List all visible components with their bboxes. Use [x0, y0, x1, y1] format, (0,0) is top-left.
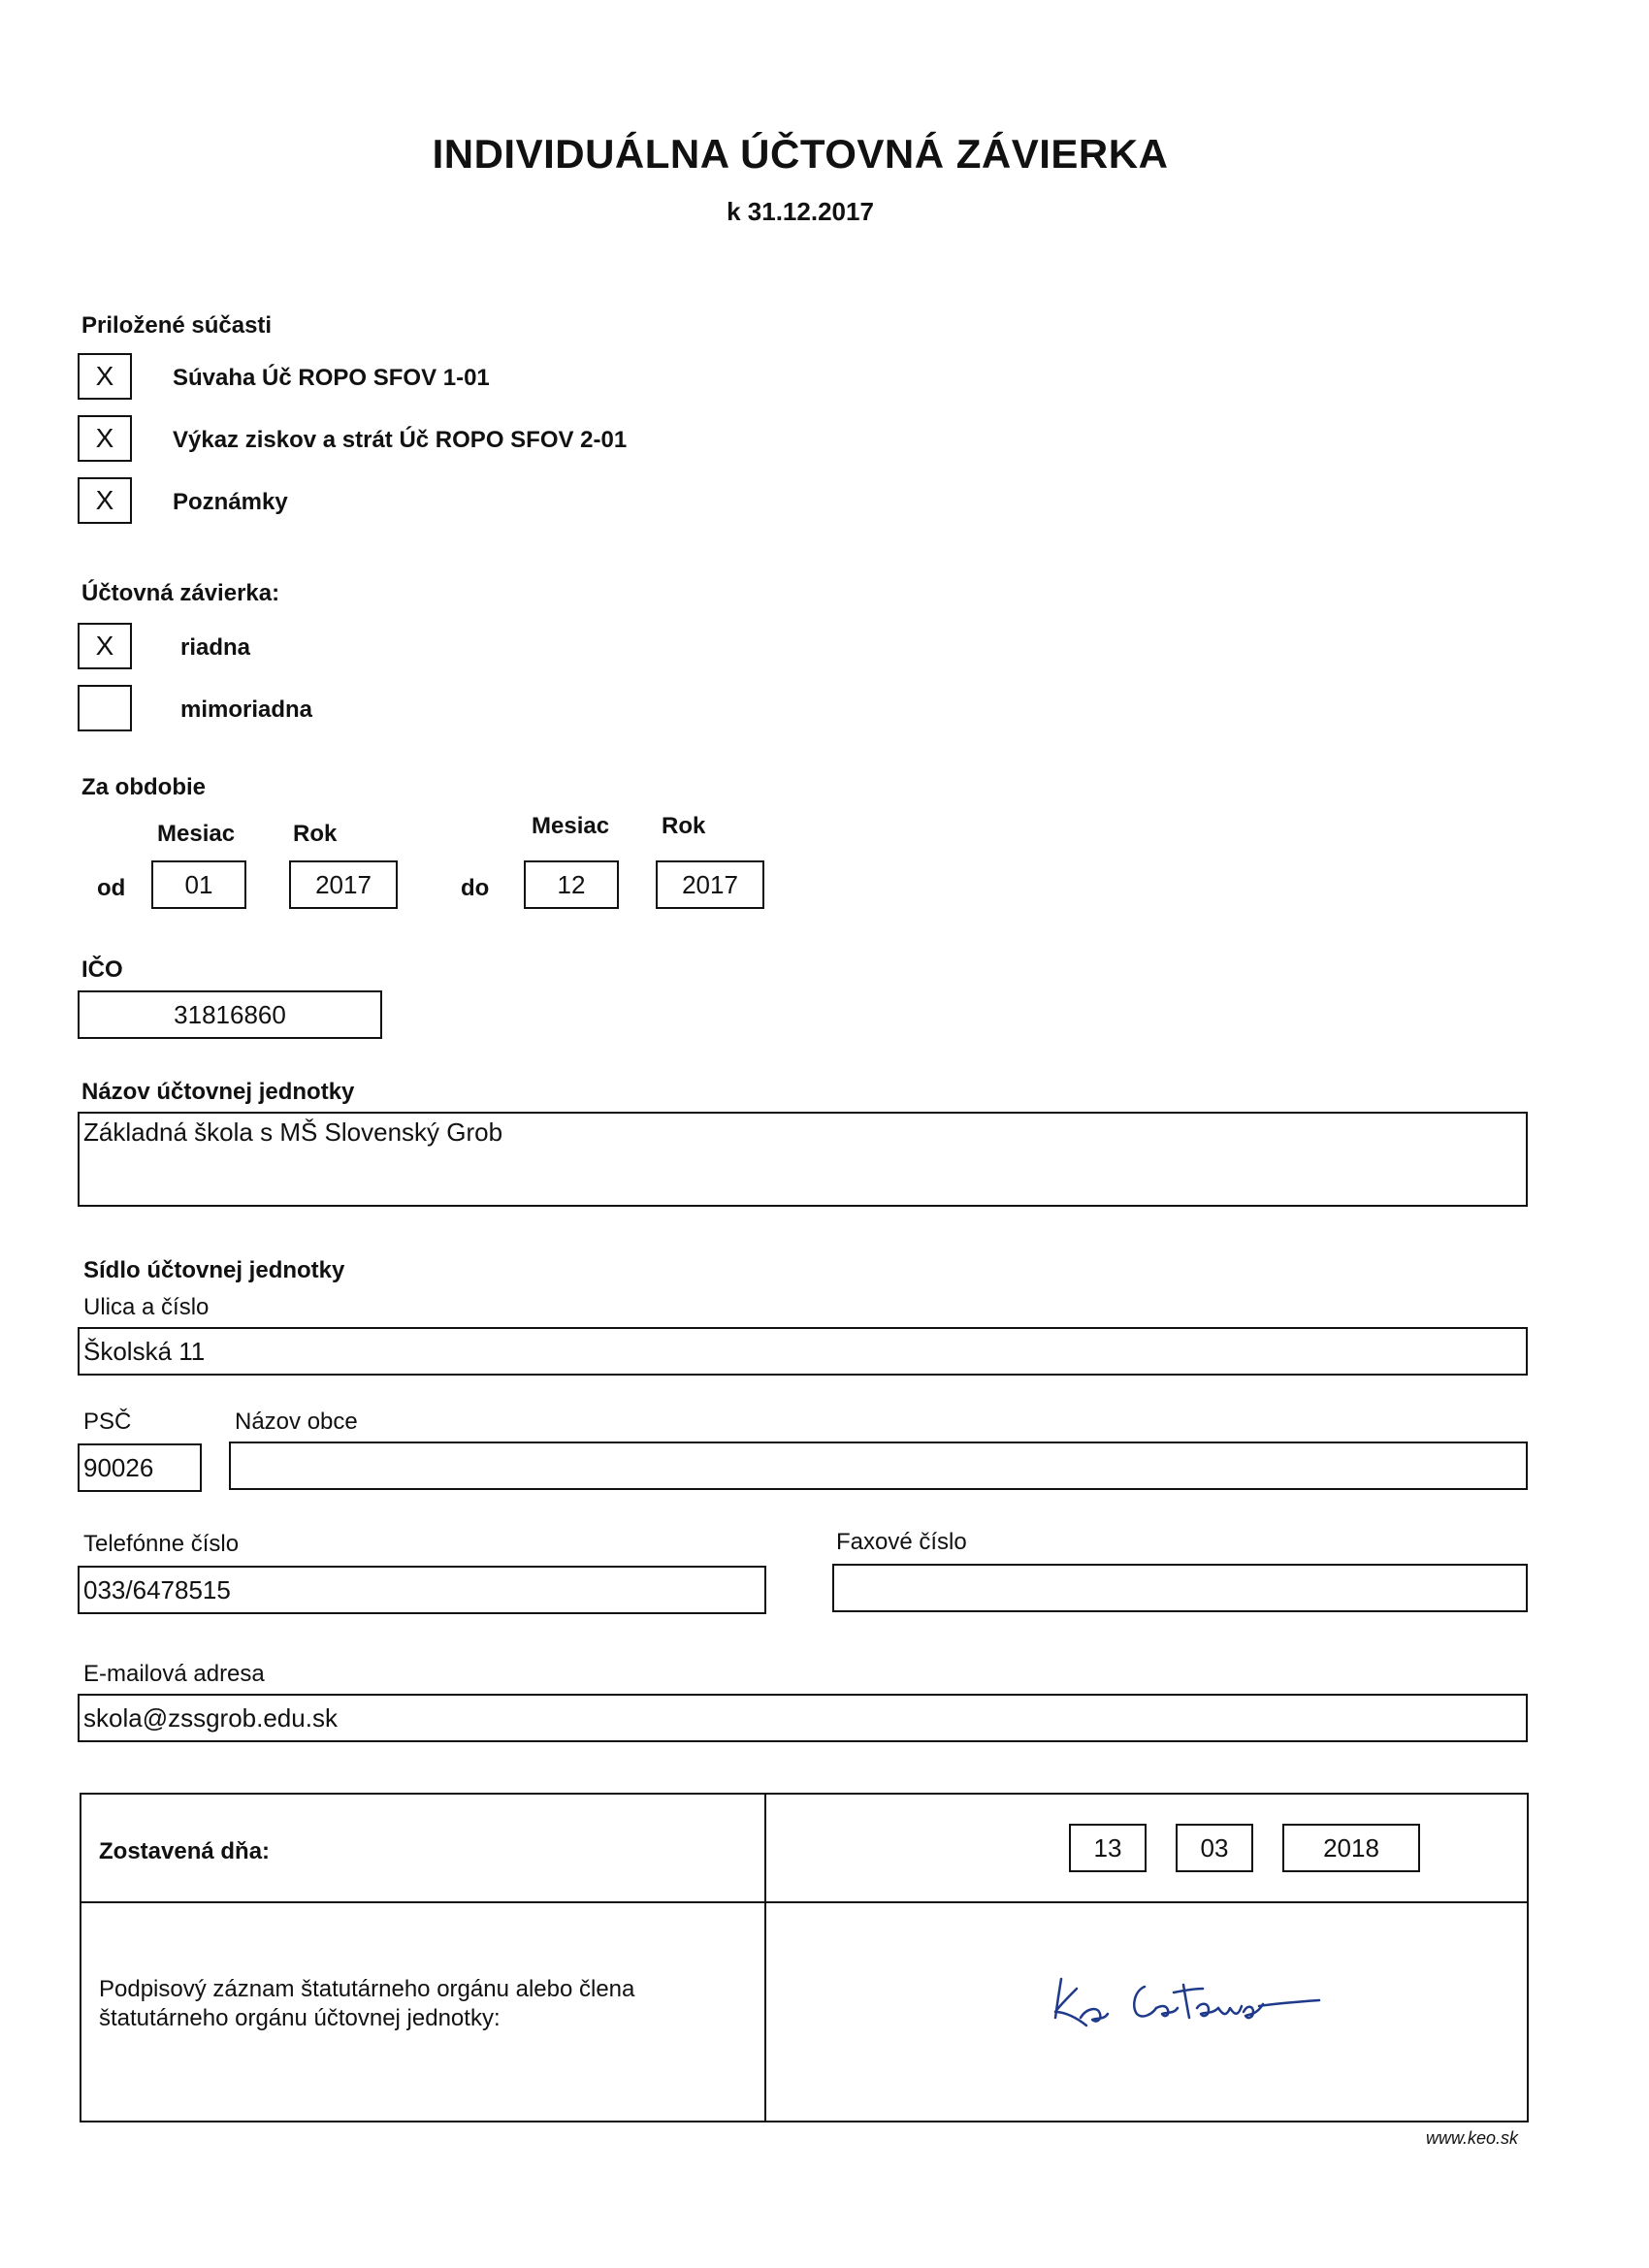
period-to-month-input[interactable]: 12: [524, 860, 619, 909]
compiled-day-input[interactable]: 13: [1069, 1824, 1147, 1872]
compiled-year-input[interactable]: 2018: [1282, 1824, 1420, 1872]
phone-input[interactable]: 033/6478515: [78, 1566, 766, 1614]
fax-label: Faxové číslo: [836, 1529, 967, 1555]
statement-checkbox-extraordinary[interactable]: [78, 685, 132, 731]
period-from-year-label: Rok: [293, 821, 338, 847]
statement-checkbox-regular[interactable]: X: [78, 623, 132, 669]
period-to-year-label: Rok: [662, 813, 706, 839]
attachment-checkbox-income[interactable]: X: [78, 415, 132, 462]
period-from-year-input[interactable]: 2017: [289, 860, 398, 909]
city-input[interactable]: [229, 1442, 1528, 1490]
email-input[interactable]: skola@zssgrob.edu.sk: [78, 1694, 1528, 1742]
psc-input[interactable]: 90026: [78, 1443, 202, 1492]
street-label: Ulica a číslo: [83, 1294, 210, 1320]
compiled-month-input[interactable]: 03: [1176, 1824, 1253, 1872]
period-to-year-input[interactable]: 2017: [656, 860, 764, 909]
signature-table-divider: [764, 1793, 766, 2122]
period-to-month-label: Mesiac: [532, 813, 610, 839]
footer-url[interactable]: www.keo.sk: [1426, 2128, 1519, 2148]
attachment-label-income: Výkaz ziskov a strát Úč ROPO SFOV 2-01: [173, 427, 628, 453]
city-label: Názov obce: [235, 1409, 358, 1435]
period-from-month-input[interactable]: 01: [151, 860, 246, 909]
page-subtitle: k 31.12.2017: [727, 197, 874, 226]
statement-label-regular: riadna: [180, 634, 251, 661]
email-label: E-mailová adresa: [83, 1661, 265, 1687]
attachments-heading: Priložené súčasti: [81, 312, 273, 339]
psc-label: PSČ: [83, 1409, 132, 1435]
ico-input[interactable]: 31816860: [78, 990, 382, 1039]
page-title: INDIVIDUÁLNA ÚČTOVNÁ ZÁVIERKA: [432, 131, 1169, 177]
statement-label-extraordinary: mimoriadna: [180, 697, 313, 723]
period-from-month-label: Mesiac: [157, 821, 236, 847]
handwritten-signature: [1038, 1950, 1329, 2057]
compiled-label: Zostavená dňa:: [99, 1838, 271, 1864]
attachment-checkbox-notes[interactable]: X: [78, 477, 132, 524]
period-to-label: do: [461, 875, 490, 901]
address-heading: Sídlo účtovnej jednotky: [83, 1257, 345, 1283]
signature-table-row-divider: [80, 1901, 1529, 1903]
phone-label: Telefónne číslo: [83, 1531, 240, 1557]
attachment-label-notes: Poznámky: [173, 489, 288, 515]
statement-type-heading: Účtovná závierka:: [81, 580, 280, 606]
signature-label: Podpisový záznam štatutárneho orgánu alebo člena štatutárneho orgánu účtovnej jednotky:: [99, 1976, 635, 2031]
ico-label: IČO: [81, 956, 123, 983]
entity-name-label: Názov účtovnej jednotky: [81, 1079, 355, 1105]
attachment-checkbox-balance[interactable]: X: [78, 353, 132, 400]
period-from-label: od: [97, 875, 126, 901]
attachment-label-balance: Súvaha Úč ROPO SFOV 1-01: [173, 365, 490, 391]
fax-input[interactable]: [832, 1564, 1528, 1612]
entity-name-input[interactable]: Základná škola s MŠ Slovenský Grob: [78, 1112, 1528, 1207]
street-input[interactable]: Školská 11: [78, 1327, 1528, 1376]
period-heading: Za obdobie: [81, 774, 206, 800]
